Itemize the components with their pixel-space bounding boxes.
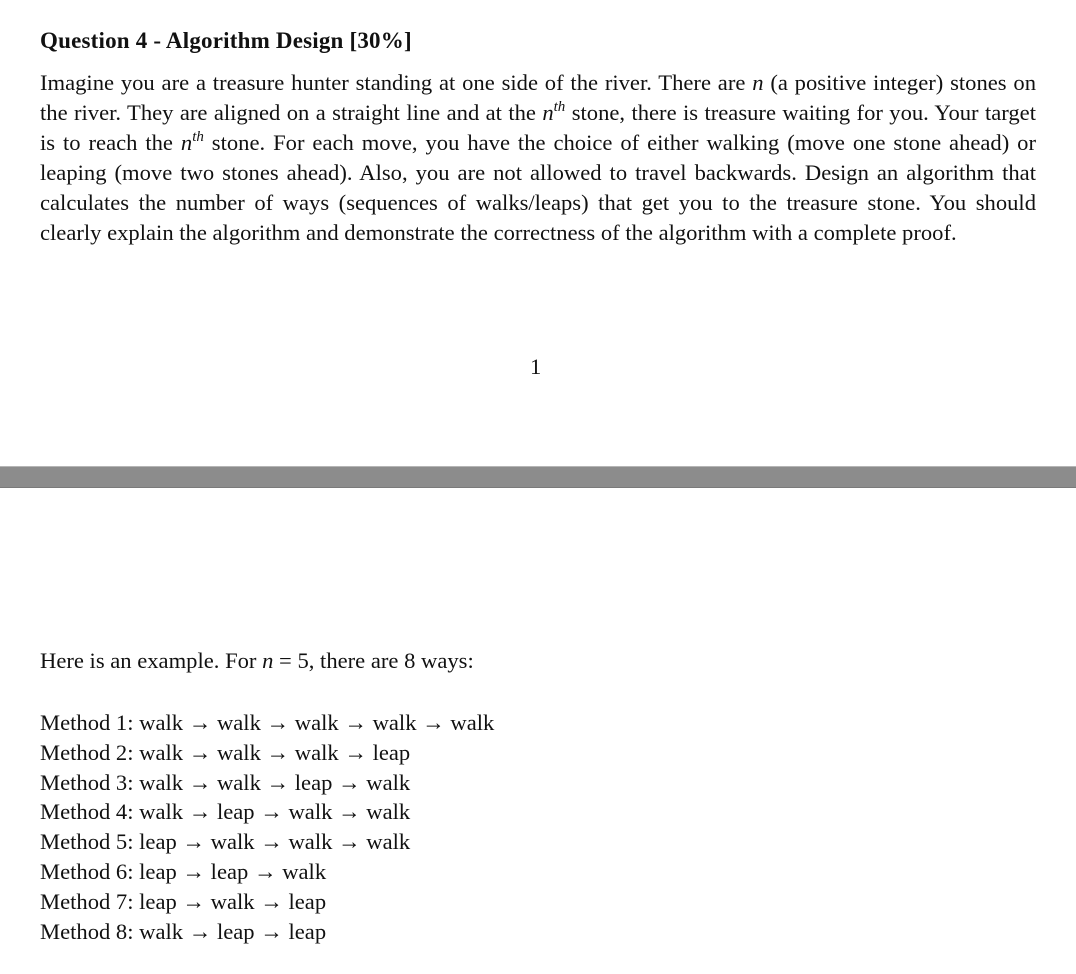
superscript-th: th (553, 99, 566, 115)
body-text-1: Imagine you are a treasure hunter standing at one side of the river. There are (40, 70, 753, 95)
document-page-1 (0, 0, 1076, 466)
math-var-n: n (542, 100, 554, 125)
example-text-before: Here is an example. For (40, 648, 263, 673)
question-body (40, 68, 1036, 248)
body-text-3: stone, there is treasure waiting for you. Your target is to reach the (40, 100, 1036, 155)
superscript-th: th (192, 129, 204, 145)
body-text-2: (a positive integer) stones on the river. They are aligned on a straight line and at the (40, 70, 1037, 125)
example-text-after: there are 8 ways: (314, 648, 474, 673)
method-item: Method 2: walk → walk → walk → leap (40, 739, 411, 765)
method-item: Method 6: leap → leap → walk (40, 858, 327, 884)
method-item: Method 3: walk → walk → leap → walk (40, 769, 411, 795)
method-item: Method 4: walk → leap → walk → walk (40, 799, 411, 825)
methods-list (40, 708, 494, 946)
math-var-n: n (262, 648, 274, 673)
example-intro (40, 648, 474, 674)
method-item: Method 8: walk → leap → leap (40, 918, 327, 944)
example-math: = 5, (273, 648, 315, 673)
method-item: Method 7: leap → walk → leap (40, 888, 327, 914)
method-item: Method 5: leap → walk → walk → walk (40, 829, 411, 855)
page-number: 1 (530, 354, 542, 379)
question-title: Question 4 - Algorithm Design [30%] (40, 28, 412, 53)
math-var-n: n (180, 130, 193, 155)
page-separator (0, 466, 1076, 488)
math-var-n: n (752, 70, 764, 95)
method-item: Method 1: walk → walk → walk → walk → walk (40, 710, 495, 735)
body-text-4: stone. For each move, you have the choice of either walking (move one stone ahead) or leaping (move two stones ahead). Also, you are not allowed to travel backwards. Design an algorithm that calculates the number of ways (sequences of walks/leaps) that get you to the treasure stone. You should clearly explain the algorithm and demonstrate the correctness of the algorithm with a complete proof. (40, 130, 1037, 245)
document-page-2 (0, 488, 1076, 974)
